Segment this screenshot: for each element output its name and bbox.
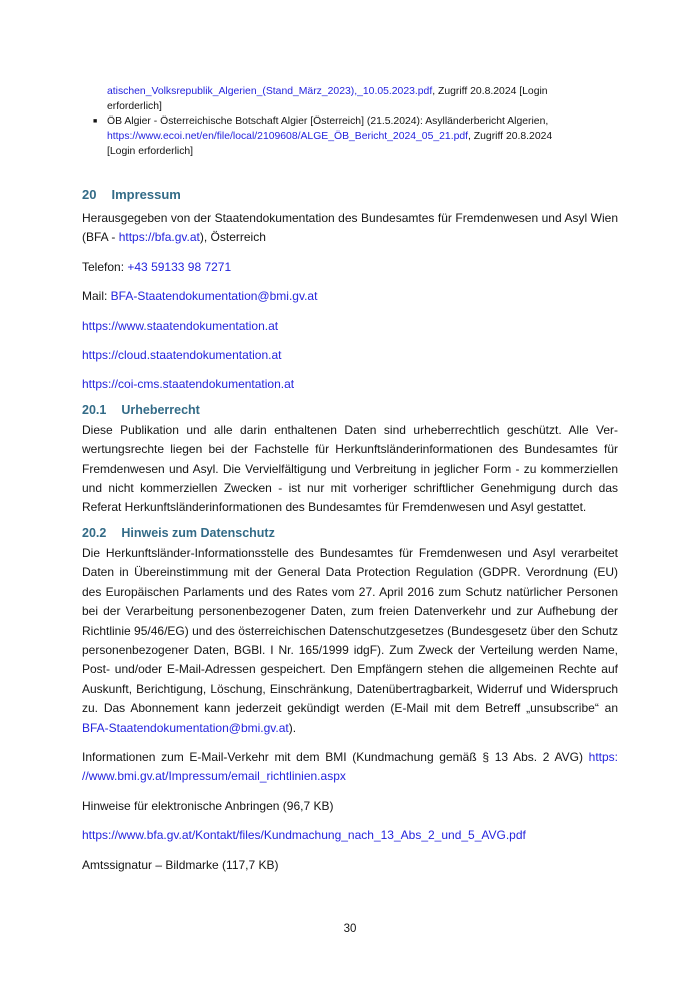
- publisher-text: Herausgegeben von der Staatendokumentation des Bundesamtes für Fremdenwesen und Asyl Wien (BFA -: [82, 211, 618, 245]
- source-entry-continuation-line2: [107, 99, 618, 114]
- website-line-3: [82, 375, 618, 394]
- source-entry-text: ÖB Algier - Österreichische Botschaft Algier [Österreich] (21.5.2024): Asylländerbericht Algerien,: [107, 116, 549, 127]
- source-entry-oeb-algier-line2: [107, 129, 618, 144]
- source-access-note: [Login erforderlich]: [107, 146, 194, 157]
- ecoi-pdf-link[interactable]: https://www.ecoi.net/en/file/local/2109608/ALGE_ÖB_Bericht_2024_05_21.pdf: [107, 131, 469, 142]
- source-access-note: erforderlich]: [107, 101, 162, 112]
- section-number: 20.2: [82, 525, 107, 540]
- unsubscribe-mail-link[interactable]: BFA-Staatendokumentation@bmi.gv.at: [82, 720, 289, 735]
- source-access-note: , Zugriff 20.8.2024: [468, 131, 553, 142]
- source-entry-oeb-algier-line3: [107, 144, 618, 159]
- staatendokumentation-link[interactable]: https://www.staatendokumentation.at: [82, 318, 279, 333]
- source-list: [82, 84, 618, 159]
- section-number: 20: [82, 187, 97, 202]
- source-entry-oeb-algier-line1: [93, 114, 618, 129]
- section-heading-urheberrecht: [82, 402, 618, 419]
- datenschutz-text: Die Herkunftsländer-Informationsstelle des Bundesamtes für Fremdenwesen und Asyl verarbeitet Daten in Übereinstimmung mit der General Data Protection Regulation (GDPR. Verordnung (EU) des Europäischen Parlaments und des Rates vom 27. April 2016 zum Schutz natürlicher Personen bei der Verarbeitung personenbezogener Daten, zum freien Datenverkehr und zur Aufhebung der Richtlinie 95/46/EG) und des österreichischen Datenschutzgesetzes (Bundesgesetz über den Schutz personenbezogener Daten, BGBl. I Nr. 165/1999 idgF). Zum Zweck der Verteilung werden Name, Post- und/oder E-Mail-Adressen gespeichert. Den Empfängern stehen die allgemeinen Rechte auf Auskunft, Berichtigung, Löschung, Einschränkung, Datenübertragbarkeit, Widerruf und Widerspruch zu. Das Abonnement kann jederzeit gekündigt werden (E-Mail mit dem Betreff „unsubscribe“ an: [82, 545, 618, 716]
- mail-label: Mail:: [82, 289, 111, 304]
- datenschutz-paragraph: [82, 544, 618, 738]
- amtssignatur-text: Amtssignatur – Bildmarke (117,7 KB): [82, 857, 279, 872]
- coi-cms-staatendokumentation-link[interactable]: https://coi-cms.staatendokumentation.at: [82, 377, 295, 392]
- website-line-1: [82, 317, 618, 336]
- phone-number-link[interactable]: +43 59133 98 7271: [127, 259, 232, 274]
- section-number: 20.1: [82, 402, 107, 417]
- hinweise-text: Hinweise für elektronische Anbringen (96,7 KB): [82, 798, 334, 813]
- bfa-website-link[interactable]: https://bfa.gv.at: [118, 230, 200, 245]
- mail-line: [82, 287, 618, 306]
- section-heading-impressum: [82, 186, 618, 204]
- phone-line: [82, 258, 618, 277]
- section-title: Impressum: [111, 187, 181, 202]
- mail-address-link[interactable]: BFA-Staatendokumentation@bmi.gv.at: [110, 289, 318, 304]
- section-title: Hinweis zum Datenschutz: [121, 525, 275, 540]
- source-entry-continuation-line1: [107, 84, 618, 99]
- urheberrecht-paragraph: [82, 421, 618, 518]
- source-access-note: , Zugriff 20.8.2024 [Login: [432, 86, 548, 97]
- link-text: https:: [588, 749, 618, 764]
- urheberrecht-text: Diese Publikation und alle darin enthaltenen Daten sind urheberrechtlich geschützt. Alle Verwertungsrechte liegen bei der Fachstelle für Herkunftsländerinformationen des Bundesamtes für Fremdenwesen und Asyl. Die Vervielfältigung und Verbreitung in jeglicher Form - zu kommerziellen und nicht kommerziellen Zwecken - ist nur mit vorheriger schriftlicher Genehmigung durch das Referat Herkunftsländerinformationen des Bundesamtes für Fremdenwesen und Asyl gestattet.: [82, 422, 618, 515]
- bullet-square-icon: ■: [93, 118, 98, 125]
- link-text: //www.bmi.gv.at/Impressum/email_richtlinien.aspx: [82, 769, 346, 784]
- hinweise-line: [82, 797, 618, 816]
- amtssignatur-line: [82, 856, 618, 875]
- email-info-text: Informationen zum E-Mail-Verkehr mit dem BMI (Kundmachung gemäß § 13 Abs. 2 AVG): [82, 749, 589, 764]
- phone-label: Telefon:: [82, 259, 128, 274]
- section-title: Urheberrecht: [121, 402, 200, 417]
- publisher-paragraph: [82, 209, 618, 248]
- section-heading-datenschutz: [82, 525, 618, 542]
- kundmachung-pdf-link[interactable]: https://www.bfa.gv.at/Kontakt/files/Kundmachung_nach_13_Abs_2_und_5_AVG.pdf: [82, 828, 526, 843]
- website-line-2: [82, 346, 618, 365]
- kundmachung-line: [82, 826, 618, 845]
- datenschutz-text: ).: [288, 720, 297, 735]
- page-number: 30: [343, 923, 357, 935]
- email-info-paragraph: [82, 748, 618, 787]
- cloud-staatendokumentation-link[interactable]: https://cloud.staatendokumentation.at: [82, 348, 282, 363]
- publisher-text: ), Österreich: [199, 230, 266, 245]
- source-pdf-link[interactable]: atischen_Volksrepublik_Algerien_(Stand_März_2023),_10.05.2023.pdf: [107, 86, 433, 97]
